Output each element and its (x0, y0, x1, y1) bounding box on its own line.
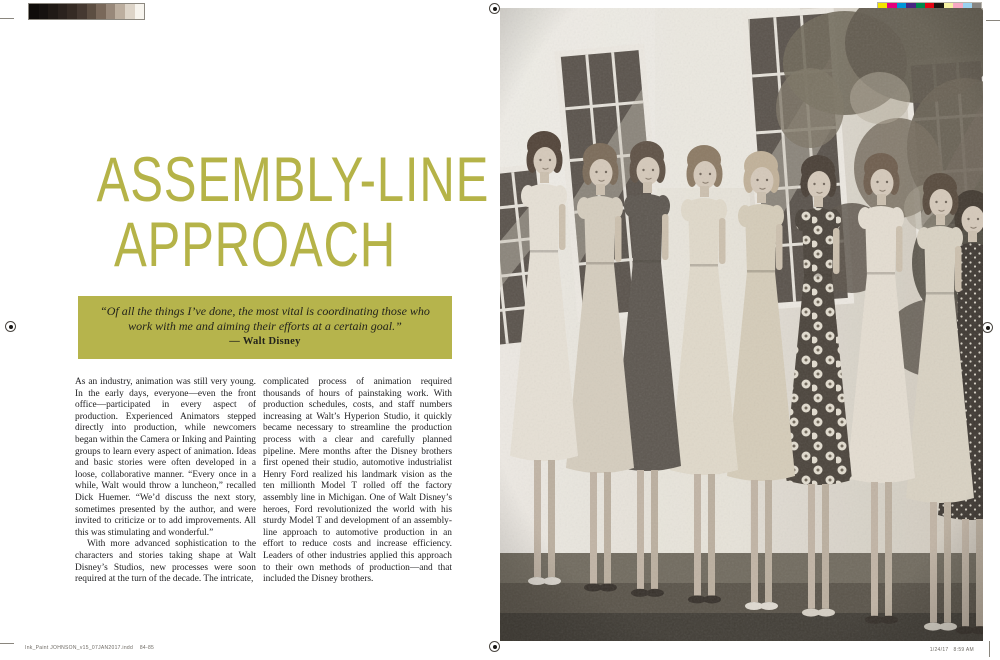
file-slug: Ink_Paint JOHNSON_v15_07JAN2017.indd 84-85 (25, 645, 155, 651)
color-swatch (48, 4, 58, 19)
body-paragraph: As an industry, animation was still very young. In the early days, everyone—even the front office—participated in every aspect of production. Experienced Animators stepped directly into production, while newcomers began within the Camera or Inking and Painting groups to learn every aspect of animation. Ideas and basic stories were often developed in a loose, collaborative manner. “Every once in a while, Walt would throw a luncheon,” recalled Dick Huemer. “We’d discuss the next story, sometimes presented by the author, and were invited to criticize or to add improvements. All this was stimulating and wonderful.” (75, 377, 256, 538)
grayscale-calibration-bar (28, 3, 145, 20)
color-swatch (29, 4, 39, 19)
registration-target-icon (489, 641, 500, 652)
registration-target-icon (489, 3, 500, 14)
crop-mark-icon (0, 18, 14, 19)
color-swatch (58, 4, 68, 19)
color-swatch (77, 4, 87, 19)
color-swatch (87, 4, 97, 19)
crop-mark-icon (0, 643, 14, 644)
crop-mark-icon (986, 20, 1000, 21)
crop-mark-icon (989, 641, 990, 657)
quote-attribution: — Walt Disney (229, 336, 301, 347)
body-column-1 (75, 377, 256, 586)
body-paragraph: complicated process of animation required thousands of hours of painstaking work. With production schedules, costs, and staff numbers increasing at Walt’s Hyperion Studio, it quickly became necessary to streamline the production process with a clear and carefully planned pipeline. Mere months after the Disney brothers first opened their studio, automotive industrialist Henry Ford realized his landmark vision as the ten millionth Model T rolled off the factory assembly line in Michigan. One of Walt Disney’s heroes, Ford revolutionized the world with his sturdy Model T and development of an assembly-line approach to automotive production in an effort to reduce costs and increase efficiency. Leaders of other industries applied this approach to their own methods of production—and that included the Disney brothers. (263, 377, 452, 585)
body-column-2 (263, 377, 452, 586)
quote-box (78, 296, 452, 359)
pull-quote: “Of all the things I’ve done, the most vital is coordinating those who work with me and aiming their efforts at a certain goal.” (100, 304, 430, 333)
registration-target-icon (5, 321, 16, 332)
color-swatch (39, 4, 49, 19)
chapter-title-line2: APPROACH (113, 210, 397, 280)
archival-photo (500, 8, 983, 641)
registration-target-icon (982, 322, 993, 333)
color-swatch (106, 4, 116, 19)
color-swatch (67, 4, 77, 19)
color-swatch (115, 4, 125, 19)
body-paragraph: With more advanced sophistication to the characters and stories taking shape at Walt Disney’s Studios, new processes were soon required at the turn of the decade. The intricate, (75, 539, 256, 585)
color-swatch (96, 4, 106, 19)
color-swatch (135, 4, 145, 19)
color-swatch (125, 4, 135, 19)
chapter-title-line1: ASSEMBLY-LINE (96, 145, 490, 215)
timestamp-slug: 1/24/17 8:59 AM (929, 647, 974, 653)
chapter-title (52, 145, 490, 280)
